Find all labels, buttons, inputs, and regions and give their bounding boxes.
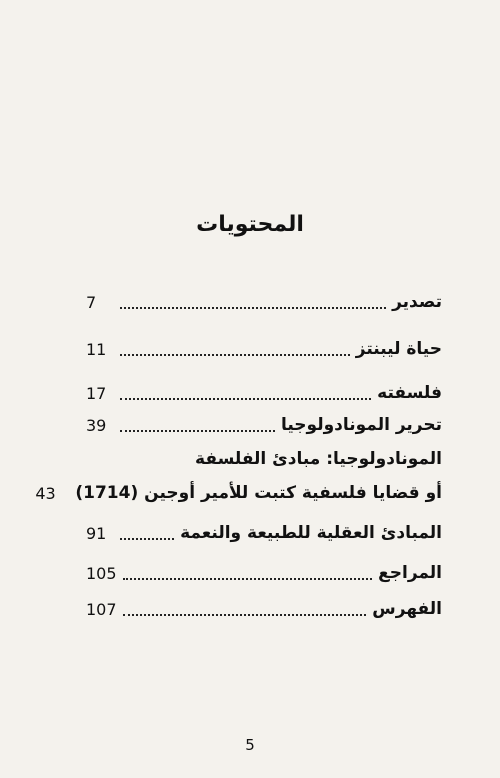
dot-leader	[123, 613, 367, 616]
toc-entry-philosophy	[86, 381, 442, 405]
toc-entry-label: تحرير المونادولوجيا	[280, 415, 442, 435]
dot-leader	[120, 397, 371, 400]
toc-entry-page: 43	[35, 483, 56, 503]
toc-entry-label: الفهرس	[372, 599, 442, 619]
toc-entry-monadology	[35, 481, 442, 505]
toc-entry-label: تصدير	[392, 292, 442, 312]
toc-entry-life-of-leibniz	[86, 337, 442, 361]
dot-leader	[120, 429, 275, 432]
toc-entry-page: 17	[86, 383, 107, 403]
dot-leader	[123, 577, 373, 580]
toc-entry-principles-nature-grace	[86, 521, 442, 545]
toc-entry-label: المراجع	[378, 563, 442, 583]
toc-entry-page: 7	[86, 292, 97, 312]
toc-entry-index	[86, 597, 442, 621]
page-number: 5	[245, 736, 255, 754]
toc-entry-label: أو قضايا فلسفية كتبت للأمير أوجين (1714)	[75, 483, 442, 503]
toc-entry-page: 91	[86, 523, 107, 543]
toc-entry-label: فلسفته	[377, 383, 442, 403]
dot-leader	[120, 306, 386, 309]
page-title: المحتويات	[196, 212, 304, 237]
toc-entry-page: 39	[86, 415, 107, 435]
toc-entry-page: 107	[86, 599, 117, 619]
toc-entry-label: حياة ليبنتز	[355, 339, 442, 359]
toc-entry-monadology-editing	[86, 413, 442, 437]
toc-entry-page: 105	[86, 563, 117, 583]
toc-entry-page: 11	[86, 339, 107, 359]
dot-leader	[120, 537, 174, 540]
dot-leader	[120, 353, 350, 356]
toc-entry-label: المبادئ العقلية للطبيعة والنعمة	[180, 523, 442, 543]
toc-entry-monadology-line1: المونادولوجيا: مبادئ الفلسفة	[195, 449, 442, 469]
toc-entry-preface	[86, 290, 442, 314]
toc-entry-references	[86, 561, 442, 585]
